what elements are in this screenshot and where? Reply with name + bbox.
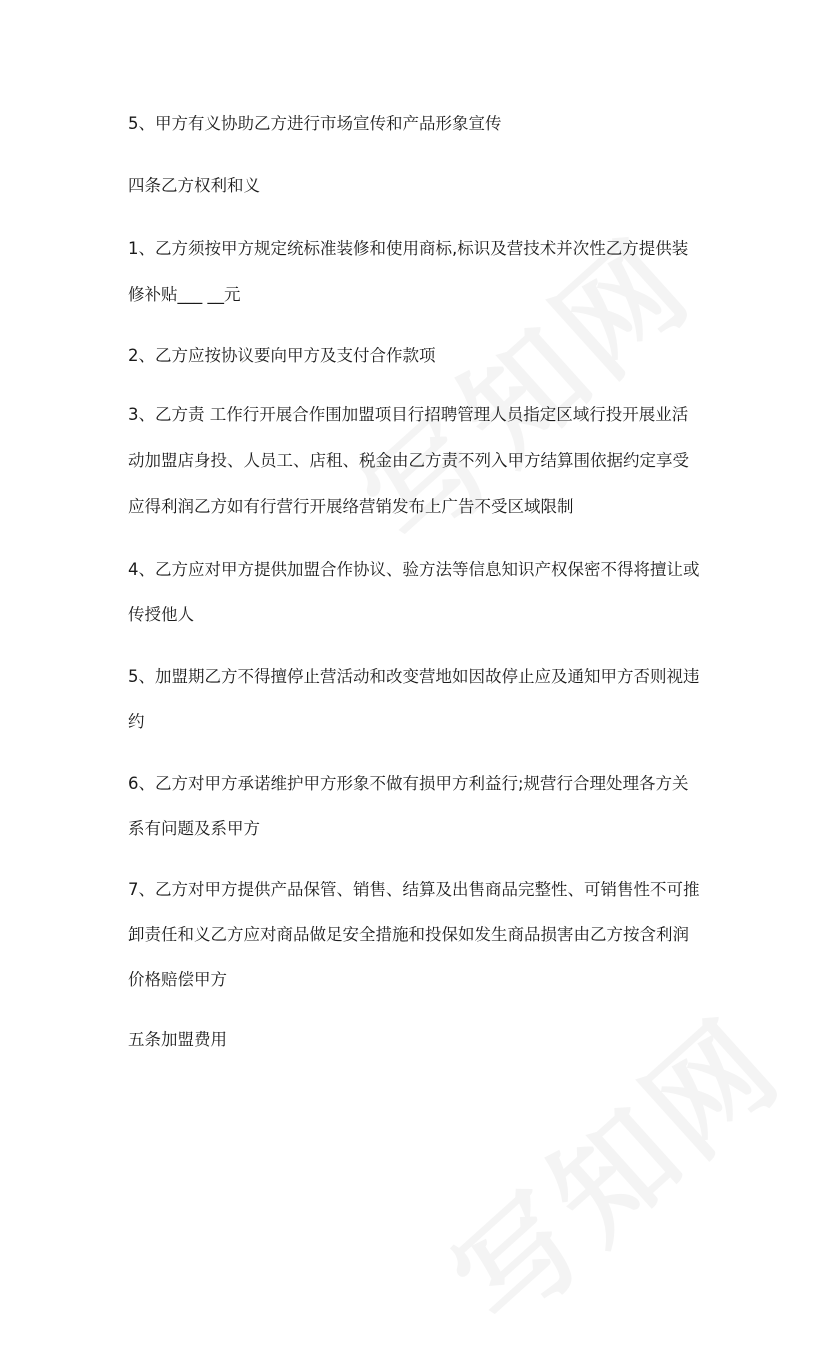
clause-5-line-2: 约 bbox=[128, 712, 145, 731]
clause-3-line-2: 动加盟店身投、人员工、店租、税金由乙方责不列入甲方结算围依据约定享受 bbox=[128, 451, 689, 470]
clause-3-line-3: 应得利润乙方如有行营行开展络营销发布上广告不受区域限制 bbox=[128, 497, 574, 516]
clause-6-line-2: 系有问题及系甲方 bbox=[128, 819, 260, 838]
clause-7-line-3: 价格赔偿甲方 bbox=[128, 970, 227, 989]
clause-4-line-2: 传授他人 bbox=[128, 605, 194, 624]
clause-5-line-1: 5、加盟期乙方不得擅停止营活动和改变营地如因故停止应及通知甲方否则视违 bbox=[128, 667, 700, 686]
clause-6-line-1: 6、乙方对甲方承诺维护甲方形象不做有损甲方利益行;规营行合理处理各方关 bbox=[128, 774, 689, 793]
clause-3-line-1: 3、乙方责 工作行开展合作围加盟项目行招聘管理人员指定区域行投开展业活 bbox=[128, 405, 689, 424]
clause-7-line-2: 卸责任和义乙方应对商品做足安全措施和投保如发生商品损害由乙方按含利润 bbox=[128, 925, 689, 944]
clause-1-line-1: 1、乙方须按甲方规定统标准装修和使用商标,标识及营技术并次性乙方提供装 bbox=[128, 239, 689, 258]
clause-4-line-1: 4、乙方应对甲方提供加盟合作协议、验方法等信息知识产权保密不得将擅让或 bbox=[128, 560, 700, 579]
clause-1-line-2: 修补贴___ __元 bbox=[128, 285, 241, 304]
clause-5-party-a-marketing: 5、甲方有义协助乙方进行市场宣传和产品形象宣传 bbox=[128, 114, 502, 133]
article-5-heading: 五条加盟费用 bbox=[128, 1030, 227, 1049]
watermark-text bbox=[412, 974, 812, 1358]
clause-2: 2、乙方应按协议要向甲方及支付合作款项 bbox=[128, 346, 436, 365]
article-4-heading: 四条乙方权利和义 bbox=[128, 176, 260, 195]
clause-7-line-1: 7、乙方对甲方提供产品保管、销售、结算及出售商品完整性、可销售性不可推 bbox=[128, 880, 700, 899]
